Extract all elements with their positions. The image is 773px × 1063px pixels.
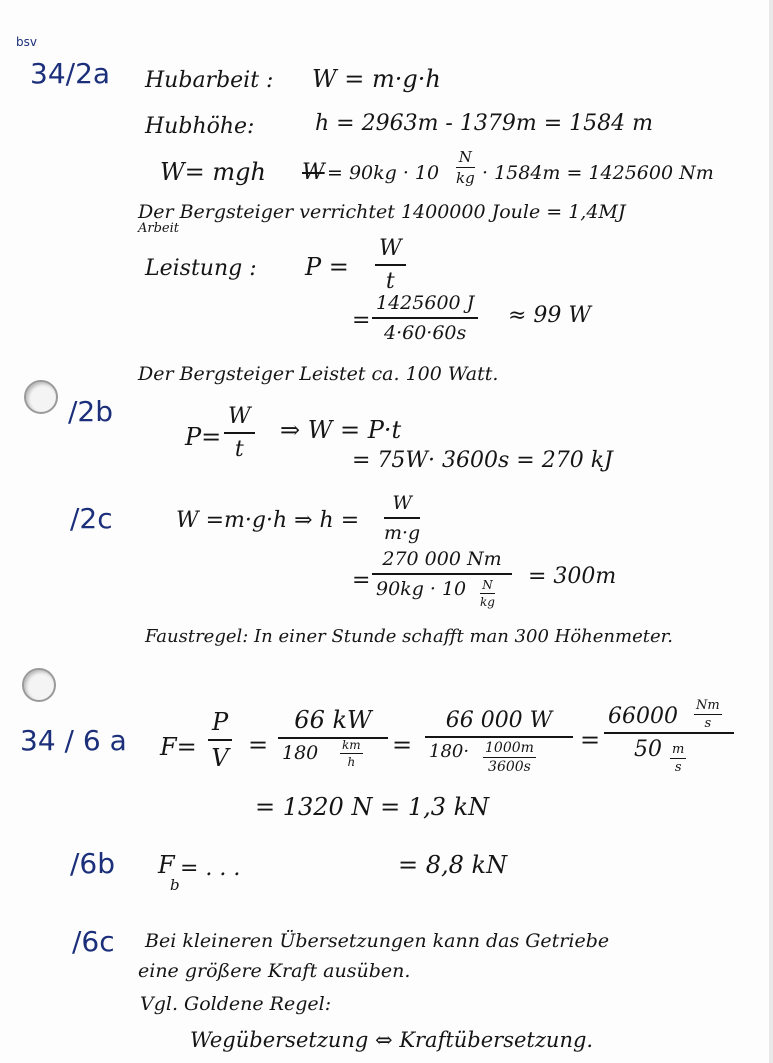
task-label-2a: 34/2a <box>30 57 111 90</box>
force-6b-result: = 8,8 kN <box>398 851 508 879</box>
force-6a-frac4-den-a: 50 <box>634 737 662 762</box>
hubhoehe-calc: h = 2963m - 1379m = 1584 m <box>315 111 653 136</box>
force-6a-frac3-unit-n: 1000m <box>485 740 534 756</box>
force-6a-result: = 1320 N = 1,3 kN <box>255 793 490 821</box>
power-2b-fraction <box>224 404 255 462</box>
work-formula: W= mgh <box>160 158 266 186</box>
force-6a-frac4-num-unit <box>694 698 722 731</box>
power-2b-num: W <box>224 404 255 434</box>
work-unit-den: kg <box>456 169 475 187</box>
force-6a-frac4-den-unit <box>670 742 686 775</box>
force-6a-frac4-num-a: 66000 <box>608 704 678 729</box>
punch-hole-top <box>24 380 58 414</box>
force-6a-frac3-num: 66 000 W <box>425 708 573 738</box>
force-6a-frac2-unit-n: km <box>342 738 361 752</box>
force-6a-eq3: = <box>580 726 601 754</box>
power-calc-eq: = <box>352 308 371 333</box>
corner-mark: bsv <box>16 35 37 49</box>
force-6a-frac2 <box>278 706 388 764</box>
answer-6c-line2: eine größere Kraft ausüben. <box>138 960 411 982</box>
page-edge <box>769 0 773 1063</box>
force-6a-frac3-unit-d: 3600s <box>488 759 531 775</box>
hubarbeit-formula: W = m·g·h <box>312 65 441 93</box>
height-2c-den-unit-n: N <box>480 578 495 594</box>
height-2c-num2: 270 000 Nm <box>372 548 512 575</box>
power-formula-lhs: P = <box>305 253 349 281</box>
force-6a-eq1: = <box>248 731 269 759</box>
force-6a-eq2: = <box>392 731 413 759</box>
task-label-2b: /2b <box>68 395 114 428</box>
height-2c-eq: = <box>352 568 371 593</box>
answer-6c-line4: Wegübersetzung ⇔ Kraftübersetzung. <box>190 1028 594 1052</box>
power-2b-line2: = 75W· 3600s = 270 kJ <box>352 448 613 473</box>
power-2b-den: t <box>234 437 244 462</box>
power-2b-arrow: ⇒ W = P·t <box>280 416 402 444</box>
force-6a-frac4-den-unit-n: m <box>672 742 685 757</box>
height-2c-lhs: W =m·g·h ⇒ h = <box>176 508 360 533</box>
force-6b-subscript: b <box>170 876 180 894</box>
hubarbeit-label: Hubarbeit : <box>145 68 274 93</box>
height-2c-fraction <box>384 492 420 544</box>
task-label-6a: 34 / 6 a <box>20 724 127 757</box>
power-2b-lhs: P= <box>185 423 222 451</box>
force-6a-frac2-unit-d: h <box>347 755 356 769</box>
height-2c-den-unit <box>480 578 495 609</box>
height-2c-num1: W <box>384 492 420 519</box>
work-unit-fraction <box>456 148 475 187</box>
force-6a-frac1 <box>208 708 232 772</box>
work-calc-a: = 90kg · 10 <box>327 162 440 184</box>
force-6a-frac4-den-unit-d: s <box>674 760 682 775</box>
power-calc-den: 4·60·60s <box>384 322 467 344</box>
task-label-6c: /6c <box>72 925 115 958</box>
work-calc-b: · 1584m = 1425600 Nm <box>482 162 714 184</box>
power-fraction <box>375 236 406 294</box>
force-6a-frac1-den: V <box>211 744 229 772</box>
leistung-label: Leistung : <box>145 256 257 281</box>
height-2c-result: = 300m <box>528 564 617 589</box>
force-6a-frac2-unit <box>340 738 363 769</box>
work-unit-num: N <box>456 148 475 168</box>
result-sentence-work-tail: Arbeit <box>138 221 179 236</box>
force-6a-frac3-unit <box>483 740 536 775</box>
force-6a-frac4-den <box>604 734 734 762</box>
result-sentence-work: Der Bergsteiger verrichtet 1400000 Joule = 1,4MJ <box>138 201 626 223</box>
power-fraction-num: W <box>375 236 406 266</box>
height-2c-den-unit-d: kg <box>480 595 495 609</box>
power-calc-num: 1425600 J <box>372 292 478 319</box>
force-6a-frac2-num: 66 kW <box>278 706 388 739</box>
force-6a-frac4-num-unit-n: Nm <box>696 698 720 713</box>
force-6a-frac2-den <box>278 739 388 764</box>
work-struck-w: W <box>302 160 325 185</box>
force-6b-lhs: F <box>158 851 175 879</box>
punch-hole-middle <box>22 668 56 702</box>
answer-6c-line1: Bei kleineren Übersetzungen kann das Getriebe <box>145 930 610 952</box>
result-sentence-power: Der Bergsteiger Leistet ca. 100 Watt. <box>138 363 499 385</box>
force-6b-dots: = . . . <box>180 856 241 881</box>
height-2c-den2-text: 90kg · 10 <box>376 578 467 600</box>
height-2c-den1: m·g <box>384 522 421 544</box>
rule-of-thumb: Faustregel: In einer Stunde schafft man 300 Höhenmeter. <box>145 626 673 647</box>
hubhoehe-label: Hubhöhe: <box>145 114 255 139</box>
force-6a-frac3-den-a: 180· <box>429 741 470 762</box>
task-label-6b: /6b <box>70 847 116 880</box>
answer-6c-line3: Vgl. Goldene Regel: <box>140 993 332 1015</box>
power-calc-fraction <box>372 292 478 344</box>
force-6a-lhs: F= <box>160 733 197 761</box>
task-label-2c: /2c <box>70 502 113 535</box>
force-6a-frac4-num-unit-d: s <box>704 716 712 731</box>
power-calc-result: ≈ 99 W <box>508 303 592 328</box>
power-fraction-den: t <box>385 269 395 294</box>
force-6a-frac2-den-a: 180 <box>282 742 319 764</box>
force-6a-frac1-num: P <box>208 708 232 741</box>
